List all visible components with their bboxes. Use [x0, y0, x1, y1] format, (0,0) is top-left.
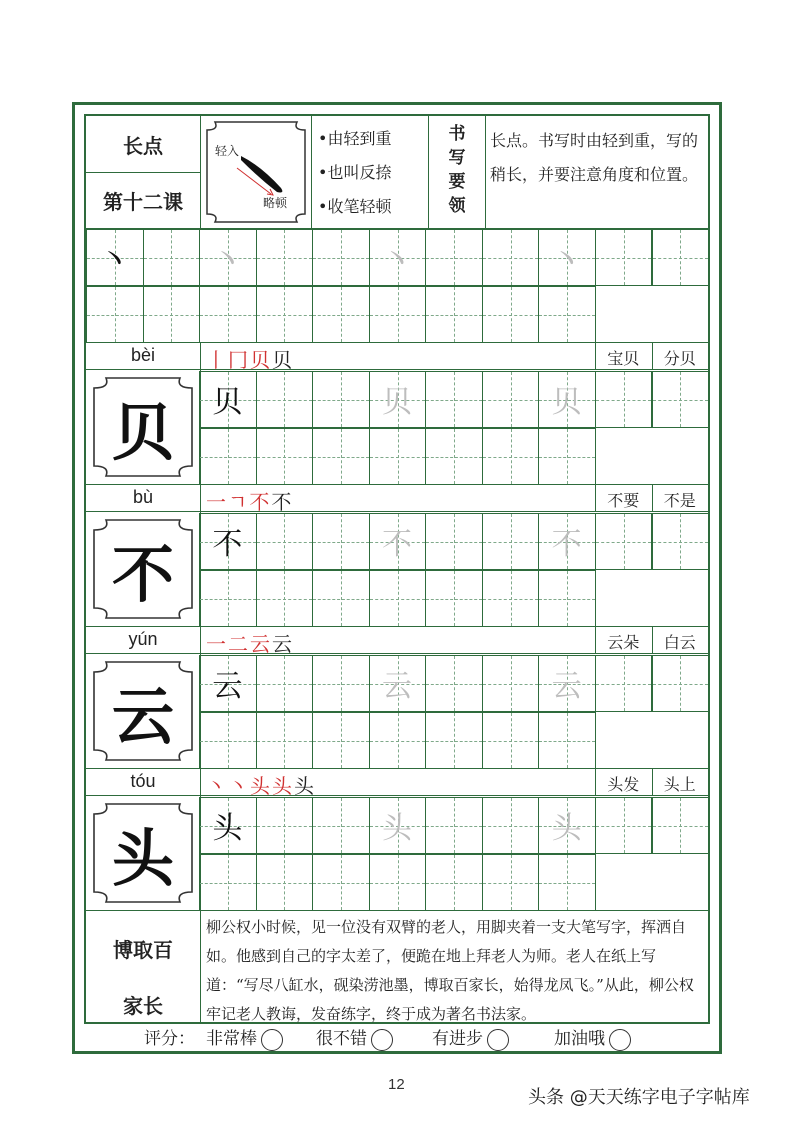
character-example: 头 [212, 811, 243, 846]
character-practice-cell[interactable] [312, 655, 370, 712]
lesson-title: 第十二课 [103, 190, 183, 214]
tip-item: •也叫反捺 [318, 163, 392, 182]
stroke-step: 贝 [250, 348, 272, 372]
tip-item: •收笔轻顿 [318, 197, 392, 216]
character-practice-cell[interactable] [425, 570, 483, 627]
character-practice-cell[interactable] [256, 570, 314, 627]
character-practice-cell[interactable] [256, 712, 314, 769]
stroke-practice-cell[interactable] [482, 286, 540, 343]
character-trace: 不 [551, 527, 582, 562]
character-trace: 贝 [382, 385, 413, 420]
rating-circle-icon[interactable] [609, 1029, 631, 1051]
character-trace: 头 [551, 811, 582, 846]
stroke-practice-cell[interactable] [143, 229, 201, 286]
character-practice-cell[interactable] [312, 513, 370, 570]
character-practice-cell[interactable] [482, 655, 540, 712]
character-example: 不 [212, 527, 243, 562]
story-text: 柳公权小时候，见一位没有双臂的老人，用脚夹着一支大笔写字，挥洒自如。他感到自己的字太差了，便跪在地上拜老人为师。老人在纸上写道：“写尽八缸水，砚染涝池墨，博取百家长，始得龙凤飞。”从此，柳公权牢记老人教诲，发奋练字，终于成为著名书法家。 [206, 918, 694, 1023]
essentials-text: 长点。书写时由轻到重，写的稍长，并要注意角度和位置。 [490, 131, 699, 184]
rating-circle-icon[interactable] [371, 1029, 393, 1051]
stroke-name: 长点 [123, 133, 163, 158]
character-practice-cell[interactable] [482, 712, 540, 769]
stroke-diagram [201, 116, 311, 228]
story-title: 博取百 家长 [113, 938, 173, 1018]
stroke-practice-cell[interactable] [369, 286, 427, 343]
stroke-practice-cell[interactable] [199, 286, 257, 343]
character-practice-cell[interactable] [482, 513, 540, 570]
model-character: 云 [111, 679, 174, 753]
diagram-end-label: 略顿 [263, 196, 288, 210]
pinyin: bèi [130, 345, 156, 365]
essentials-title: 书 写 要 领 [448, 124, 466, 216]
character-practice-cell[interactable] [538, 854, 596, 911]
header-section [86, 116, 708, 228]
stroke-practice-cell[interactable] [595, 229, 653, 286]
character-practice-cell[interactable] [482, 428, 540, 485]
stroke-practice-cell[interactable] [482, 229, 540, 286]
character-practice-cell[interactable] [369, 570, 427, 627]
pinyin: yún [128, 629, 158, 649]
character-practice-cell[interactable] [369, 854, 427, 911]
character-practice-cell[interactable] [256, 428, 314, 485]
stroke-step: 云 [250, 632, 272, 656]
stroke-practice-cell[interactable] [312, 229, 370, 286]
rating-option[interactable]: 加油哦 [554, 1024, 631, 1051]
character-practice-cell[interactable] [312, 854, 370, 911]
vocab-word: 头上 [663, 775, 696, 794]
character-practice-cell[interactable] [312, 797, 370, 854]
character-practice-cell[interactable] [256, 513, 314, 570]
character-practice-cell[interactable] [425, 797, 483, 854]
character-practice-cell[interactable] [482, 570, 540, 627]
page-number: 12 [388, 1076, 405, 1093]
vocab-word: 白云 [663, 633, 696, 652]
stroke-practice-cell[interactable] [312, 286, 370, 343]
stroke-step: 头 [272, 774, 294, 798]
stroke-step: 丶 [228, 774, 250, 798]
character-example: 云 [212, 669, 243, 704]
rating-option[interactable]: 有进步 [432, 1024, 509, 1051]
character-trace: 头 [382, 811, 413, 846]
character-practice-cell[interactable] [652, 371, 710, 428]
stroke-step: 头 [250, 774, 272, 798]
stroke-practice-cell[interactable] [86, 286, 144, 343]
stroke-practice-cell[interactable] [425, 229, 483, 286]
vocab-word: 不是 [663, 491, 696, 510]
character-practice-cell[interactable] [256, 371, 314, 428]
vocab-word: 宝贝 [607, 349, 640, 368]
character-practice-cell[interactable] [538, 712, 596, 769]
stroke-step: 丨 [206, 348, 228, 372]
character-practice-cell[interactable] [312, 712, 370, 769]
character-practice-cell[interactable] [312, 371, 370, 428]
stroke-step: ㄱ [228, 490, 250, 514]
stroke-step: 云 [272, 632, 294, 656]
stroke-step: 头 [294, 774, 316, 798]
stroke-practice-cell[interactable] [256, 229, 314, 286]
character-practice-cell[interactable] [538, 428, 596, 485]
character-practice-cell[interactable] [652, 797, 710, 854]
diagram-frame-icon [201, 116, 311, 228]
stroke-example: 丶 [97, 240, 132, 281]
stroke-trace: 丶 [210, 240, 245, 281]
character-practice-cell[interactable] [369, 428, 427, 485]
character-practice-cell[interactable] [256, 854, 314, 911]
character-practice-cell[interactable] [425, 371, 483, 428]
diagram-start-label: 轻入 [215, 144, 240, 158]
character-practice-cell[interactable] [425, 712, 483, 769]
character-practice-cell[interactable] [425, 513, 483, 570]
rating-option[interactable]: 非常棒 [206, 1024, 283, 1051]
stroke-tips [318, 126, 428, 228]
character-trace: 云 [551, 669, 582, 704]
model-character: 头 [111, 821, 174, 895]
character-example: 贝 [212, 385, 243, 420]
stroke-step: 冂 [228, 348, 250, 372]
rating-circle-icon[interactable] [261, 1029, 283, 1051]
character-practice-cell[interactable] [425, 854, 483, 911]
character-practice-cell[interactable] [199, 712, 257, 769]
character-practice-cell[interactable] [482, 371, 540, 428]
character-practice-cell[interactable] [652, 655, 710, 712]
character-practice-cell[interactable] [369, 712, 427, 769]
character-practice-cell[interactable] [312, 570, 370, 627]
character-practice-cell[interactable] [199, 570, 257, 627]
stroke-trace: 丶 [380, 240, 415, 281]
character-practice-cell[interactable] [595, 655, 653, 712]
stroke-order [206, 486, 293, 515]
vocab-word: 云朵 [607, 633, 640, 652]
character-practice-cell[interactable] [199, 854, 257, 911]
vocab-word: 分贝 [663, 349, 696, 368]
pinyin: tóu [130, 771, 156, 791]
character-practice-cell[interactable] [595, 513, 653, 570]
character-practice-cell[interactable] [482, 797, 540, 854]
pinyin: bù [132, 487, 154, 507]
character-trace: 不 [382, 527, 413, 562]
stroke-practice-cell[interactable] [538, 286, 596, 343]
character-practice-cell[interactable] [595, 797, 653, 854]
character-practice-cell[interactable] [652, 513, 710, 570]
stroke-practice-cell[interactable] [143, 286, 201, 343]
character-practice-cell[interactable] [595, 371, 653, 428]
character-practice-cell[interactable] [199, 428, 257, 485]
model-character: 不 [111, 537, 174, 611]
vocab-word: 头发 [607, 775, 640, 794]
stroke-step: 贝 [272, 348, 294, 372]
character-practice-cell[interactable] [425, 428, 483, 485]
character-practice-cell[interactable] [312, 428, 370, 485]
rating-circle-icon[interactable] [487, 1029, 509, 1051]
stroke-order [206, 344, 294, 373]
character-practice-cell[interactable] [256, 655, 314, 712]
rating-bar [86, 1024, 708, 1050]
character-practice-cell[interactable] [482, 854, 540, 911]
model-character: 贝 [111, 395, 174, 469]
character-practice-cell[interactable] [538, 570, 596, 627]
rating-option[interactable]: 很不错 [316, 1024, 393, 1051]
stroke-step: 丶 [206, 774, 228, 798]
stroke-step: 一 [206, 632, 228, 656]
character-practice-cell[interactable] [256, 797, 314, 854]
stroke-practice-cell[interactable] [425, 286, 483, 343]
character-trace: 贝 [551, 385, 582, 420]
character-trace: 云 [382, 669, 413, 704]
watermark: 头条 @天天练字电子字帖库 [528, 1087, 750, 1108]
stroke-step: 不 [271, 490, 294, 514]
stroke-order [206, 770, 316, 799]
stroke-order [206, 628, 294, 657]
stroke-step: 一 [206, 490, 228, 514]
stroke-practice-cell[interactable] [256, 286, 314, 343]
rating-label: 评分： [144, 1029, 195, 1049]
stroke-trace: 丶 [549, 240, 584, 281]
tip-item: •由轻到重 [318, 129, 392, 148]
character-practice-cell[interactable] [425, 655, 483, 712]
stroke-step: 二 [228, 632, 250, 656]
vocab-word: 不要 [607, 491, 640, 510]
stroke-practice-cell[interactable] [652, 229, 710, 286]
stroke-step: 不 [249, 490, 272, 514]
